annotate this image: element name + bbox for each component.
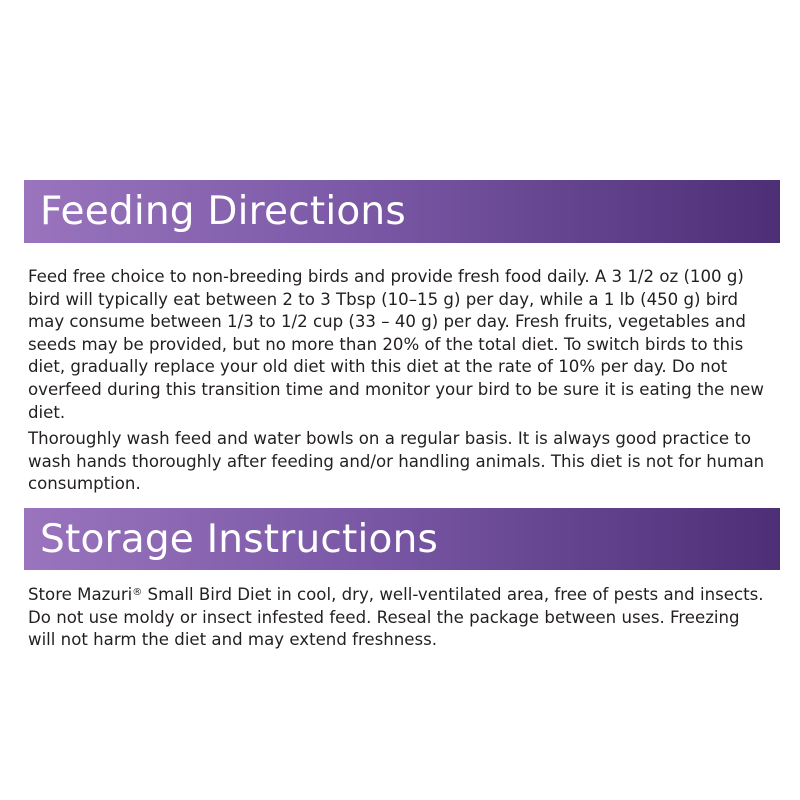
feeding-paragraph-2: Thoroughly wash feed and water bowls on a regular basis. It is always good practice to wash hands thoroughly after feeding and/or handling animals. This diet is not for human consumption. [28,429,765,494]
storage-instructions-banner [24,508,780,570]
feeding-directions-banner [24,180,780,243]
storage-paragraph [28,584,768,652]
storage-instructions-heading: Storage Instructions [40,516,439,562]
registered-mark: ® [132,587,143,598]
storage-text-rest: Small Bird Diet in cool, dry, well-ventilated area, free of pests and insects. Do not use moldy or insect infested feed. Reseal the package between uses. Freezing will not harm the diet and may extend freshness. [28,585,764,650]
storage-text-start: Store Mazuri [28,585,133,604]
feeding-paragraph-1: Feed free choice to non-breeding birds and provide fresh food daily. A 3 1/2 oz (100 g) bird will typically eat between 2 to 3 Tbsp (10–15 g) per day, while a 1 lb (450 g) bird may consume between 1/3 to 1/2 cup (33 – 40 g) per day. Fresh fruits, vegetables and seeds may be provided, but no more than 20% of the total diet. To switch birds to this diet, gradually replace your old diet with this diet at the rate of 10% per day. Do not overfeed during this transition time and monitor your bird to be sure it is eating the new diet. [28,267,764,422]
feeding-directions-heading: Feeding Directions [40,189,406,234]
